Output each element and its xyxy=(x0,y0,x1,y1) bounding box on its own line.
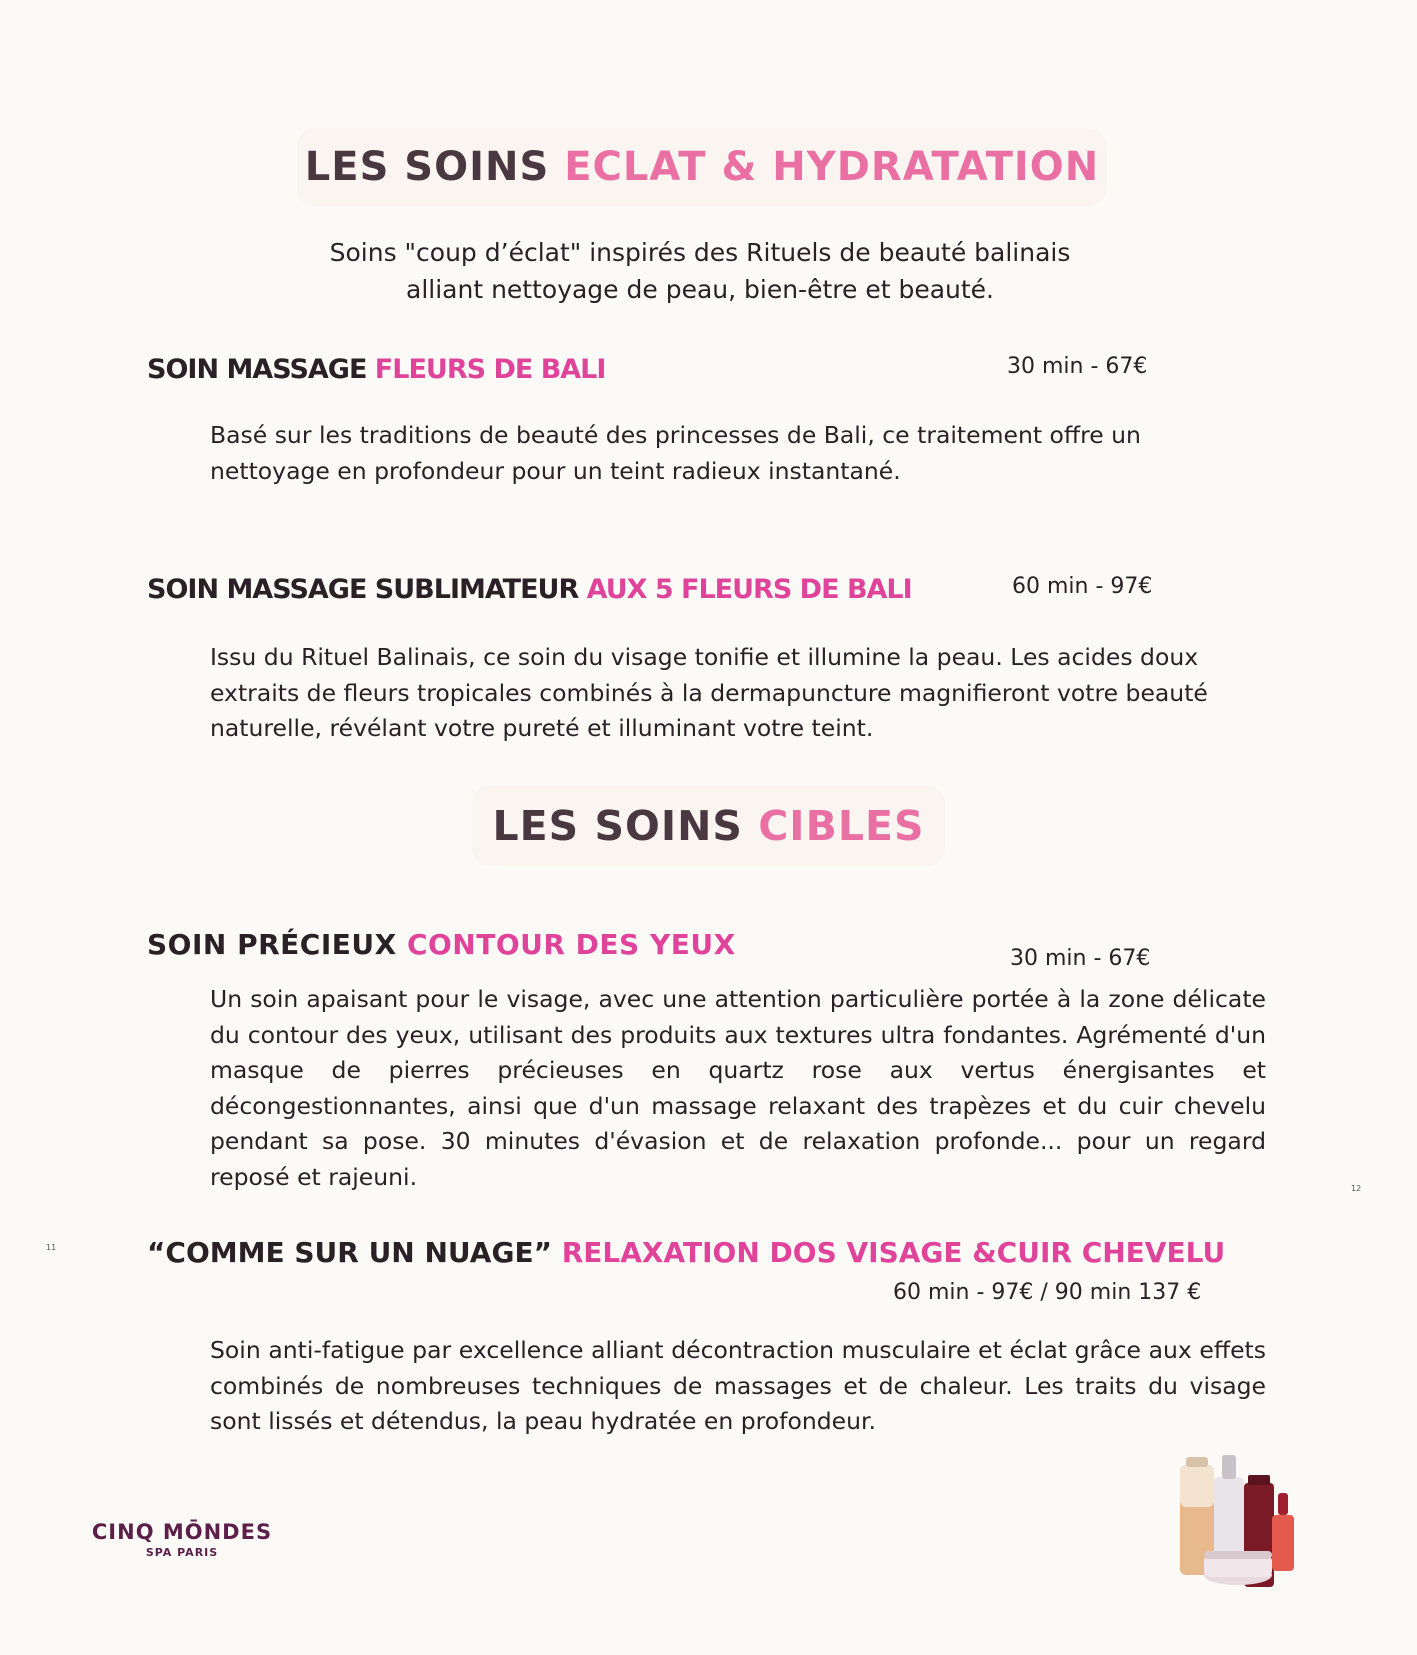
intro-line-1: Soins "coup d’éclat" inspirés des Rituels de beauté balinais xyxy=(329,238,1071,267)
treatment-title-pink: AUX 5 FLEURS DE BALI xyxy=(586,574,912,605)
section-heading-cibles xyxy=(472,786,945,866)
treatment-title-pink: FLEURS DE BALI xyxy=(374,354,606,385)
intro-line-2: alliant nettoyage de peau, bien-être et beauté. xyxy=(406,275,994,304)
treatment-description: Soin anti-fatigue par excellence alliant décontraction musculaire et éclat grâce aux effets combinés de nombreuses techniques de massages et de chaleur. Les traits du visage sont lissés et détendus, la peau hydratée en profondeur. xyxy=(210,1336,1266,1435)
brand-logo xyxy=(90,1520,274,1559)
treatment-title-comme-sur-un-nuage xyxy=(147,1236,1225,1269)
product-bottles-image xyxy=(1178,1455,1303,1593)
treatment-title-dark: “COMME SUR UN NUAGE” xyxy=(147,1236,552,1269)
treatment-title-dark: SOIN PRÉCIEUX xyxy=(147,928,397,961)
logo-brand: CINQ MŌNDES xyxy=(91,1520,273,1544)
heading-dark-part: LES SOINS xyxy=(304,144,550,190)
treatment-title-dark: SOIN MASSAGE xyxy=(147,354,367,385)
treatment-title-dark: SOIN MASSAGE SUBLIMATEUR xyxy=(147,574,579,605)
treatment-price: 30 min - 67€ xyxy=(1010,946,1151,971)
treatment-description: Un soin apaisant pour le visage, avec une attention particulière portée à la zone délicate du contour des yeux, utilisant des produits aux textures ultra fondantes. Agrémenté d'un masque de pierres précieuses en quartz rose aux vertus énergisantes et décongestionnantes, ainsi que d'un massage relaxant des trapèzes et du cuir chevelu pendant sa pose. 30 minutes d'évasion et de relaxation profonde... pour un regard reposé et rajeuni. xyxy=(210,985,1266,1191)
treatment-description: Issu du Rituel Balinais, ce soin du visage tonifie et illumine la peau. Les acides doux extraits de fleurs tropicales combinés à la dermapuncture magnifieront votre beauté naturelle, révélant votre pureté et illuminant votre teint. xyxy=(210,643,1208,742)
section-heading-eclat xyxy=(297,128,1107,206)
heading-dark-part: LES SOINS xyxy=(492,802,743,850)
page-number-right: 12 xyxy=(1351,1184,1362,1193)
logo-subtitle: SPA PARIS xyxy=(145,1546,219,1559)
treatment-title-pink: CONTOUR DES YEUX xyxy=(406,928,736,961)
treatment-price: 30 min - 67€ xyxy=(1007,354,1148,379)
treatment-price: 60 min - 97€ / 90 min 137 € xyxy=(893,1280,1202,1305)
treatment-price: 60 min - 97€ xyxy=(1012,574,1153,599)
treatment-title-sublimateur xyxy=(147,574,912,605)
treatment-title-pink: RELAXATION DOS VISAGE &CUIR CHEVELU xyxy=(561,1236,1226,1269)
treatment-title-fleurs-de-bali xyxy=(147,354,605,385)
heading-pink-part: ECLAT & HYDRATATION xyxy=(564,144,1100,190)
treatment-description: Basé sur les traditions de beauté des princesses de Bali, ce traitement offre un nettoyage en profondeur pour un teint radieux instantané. xyxy=(210,421,1141,485)
section-intro xyxy=(230,234,1170,308)
heading-pink-part: CIBLES xyxy=(758,802,925,850)
page-number-left: 11 xyxy=(46,1243,57,1252)
treatment-title-contour-yeux xyxy=(147,928,736,961)
